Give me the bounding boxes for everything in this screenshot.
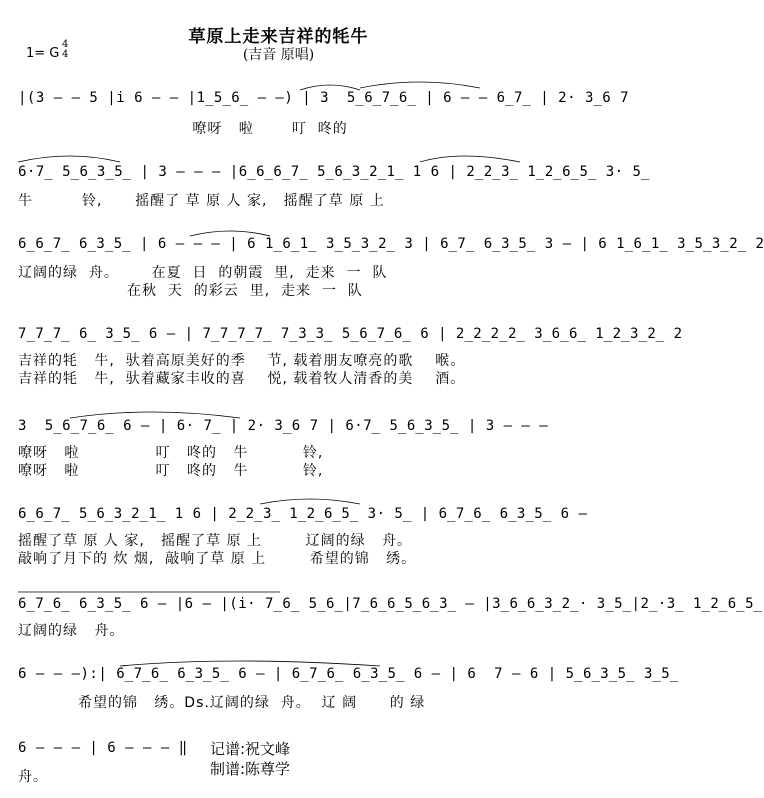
song-subtitle: (吉音 原唱) xyxy=(242,47,315,63)
notation-line: 6̲6̲7̲ 6̲3̲5̲ | 6 – – – | 6 1̲6̲1̲ 3̲5̲3̲2̲ 3 | 6̲7̲ 6̲3̲5̲ 3 – | 6 1̲6̲1̲ 3̲5̲3̲2̲ 2 xyxy=(18,236,764,252)
transcriber-credit: 记谱:祝文峰 xyxy=(210,740,291,758)
lyric-line: 吉祥的牦 牛, 驮着藏家丰收的喜 悦, 载着牧人清香的美 酒。 xyxy=(18,371,466,387)
meter-bottom: 4 xyxy=(62,49,69,60)
lyric-line: 辽阔的绿 舟。 xyxy=(18,623,125,639)
key-signature: 1= G xyxy=(26,46,60,61)
notation-line: |(3 – – 5 |i 6 – – |1̲5̲6̲ – –) | 3 5̲6̲7̲6̲ | 6 – – 6̲7̲ | 2· 3̲6 7 xyxy=(18,90,647,106)
lyric-line: 辽阔的绿 舟。 在夏 日 的朝霞 里, 走来 一 队 xyxy=(18,265,388,281)
slur-arc xyxy=(360,82,480,88)
lyric-line: 牛 铃, 摇醒了 草 原 人 家, 摇醒了草 原 上 xyxy=(18,193,385,209)
slur-arc xyxy=(420,156,520,162)
notation-line: 6̲7̲6̲ 6̲3̲5̲ 6 – |6 – |(i· 7̲6̲ 5̲6̲|7̲6̲6̲5̲6̲3̲ – |3̲6̲6̲3̲2̲· 3̲5̲|2̲·3̲ 1̲2̲6̲5̲ xyxy=(18,596,763,612)
lyric-line: 嘹呀 啦 叮 咚的 xyxy=(18,121,348,137)
notation-line: 3 5̲6̲7̲6̲ 6 – | 6· 7̲ | 2· 3̲6 7 | 6·7̲ 5̲6̲3̲5̲ | 3 – – – xyxy=(18,418,549,434)
lyric-line: 希望的锦 绣。Ds.辽阔的绿 舟。 辽 阔 的 绿 xyxy=(18,695,426,711)
lyric-line: 嘹呀 啦 叮 咚的 牛 铃, xyxy=(18,445,324,461)
lyric-line: 摇醒了草 原 人 家, 摇醒了草 原 上 辽阔的绿 舟。 xyxy=(18,533,413,549)
time-signature xyxy=(62,40,68,60)
notation-line: 6̲6̲7̲ 5̲6̲3̲2̲1̲ 1 6 | 2̲2̲3̲ 1̲2̲6̲5̲ 3· 5̲ | 6̲7̲6̲ 6̲3̲5̲ 6 – xyxy=(18,506,588,522)
producer-credit: 制谱:陈尊学 xyxy=(210,760,291,778)
lyric-line: 在秋 天 的彩云 里, 走来 一 队 xyxy=(18,283,363,299)
lyric-line: 敲响了月下的 炊 烟, 敲响了草 原 上 希望的锦 绣。 xyxy=(18,551,417,567)
lyric-line: 吉祥的牦 牛, 驮着高原美好的季 节, 载着朋友嘹亮的歌 喉。 xyxy=(18,353,466,369)
slur-arc xyxy=(260,499,360,504)
lyric-line: 舟。 xyxy=(18,769,48,785)
notation-line: 7̲7̲7̲ 6̲ 3̲5̲ 6 – | 7̲7̲7̲7̲ 7̲3̲3̲ 5̲6̲7̲6̲ 6 | 2̲2̲2̲2̲ 3̲6̲6̲ 1̲2̲3̲2̲ 2 xyxy=(18,326,683,342)
meter-top: 4 xyxy=(62,39,69,50)
notation-line: 6 – – – | 6 – – – ‖ xyxy=(18,740,188,756)
lyric-line: 嘹呀 啦 叮 咚的 牛 铃, xyxy=(18,463,324,479)
slur-arc xyxy=(18,156,120,162)
song-title: 草原上走来吉祥的牦牛 xyxy=(188,27,369,47)
notation-line: 6 – – –):| 6̲7̲6̲ 6̲3̲5̲ 6 – | 6̲7̲6̲ 6̲3̲5̲ 6 – | 6 7 – 6 | 5̲6̲3̲5̲ 3̲5̲ xyxy=(18,666,679,682)
notation-line: 6·7̲ 5̲6̲3̲5̲ | 3 – – – |6̲6̲6̲7̲ 5̲6̲3̲2̲1̲ 1 6 | 2̲2̲3̲ 1̲2̲6̲5̲ 3· 5̲ xyxy=(18,164,650,180)
